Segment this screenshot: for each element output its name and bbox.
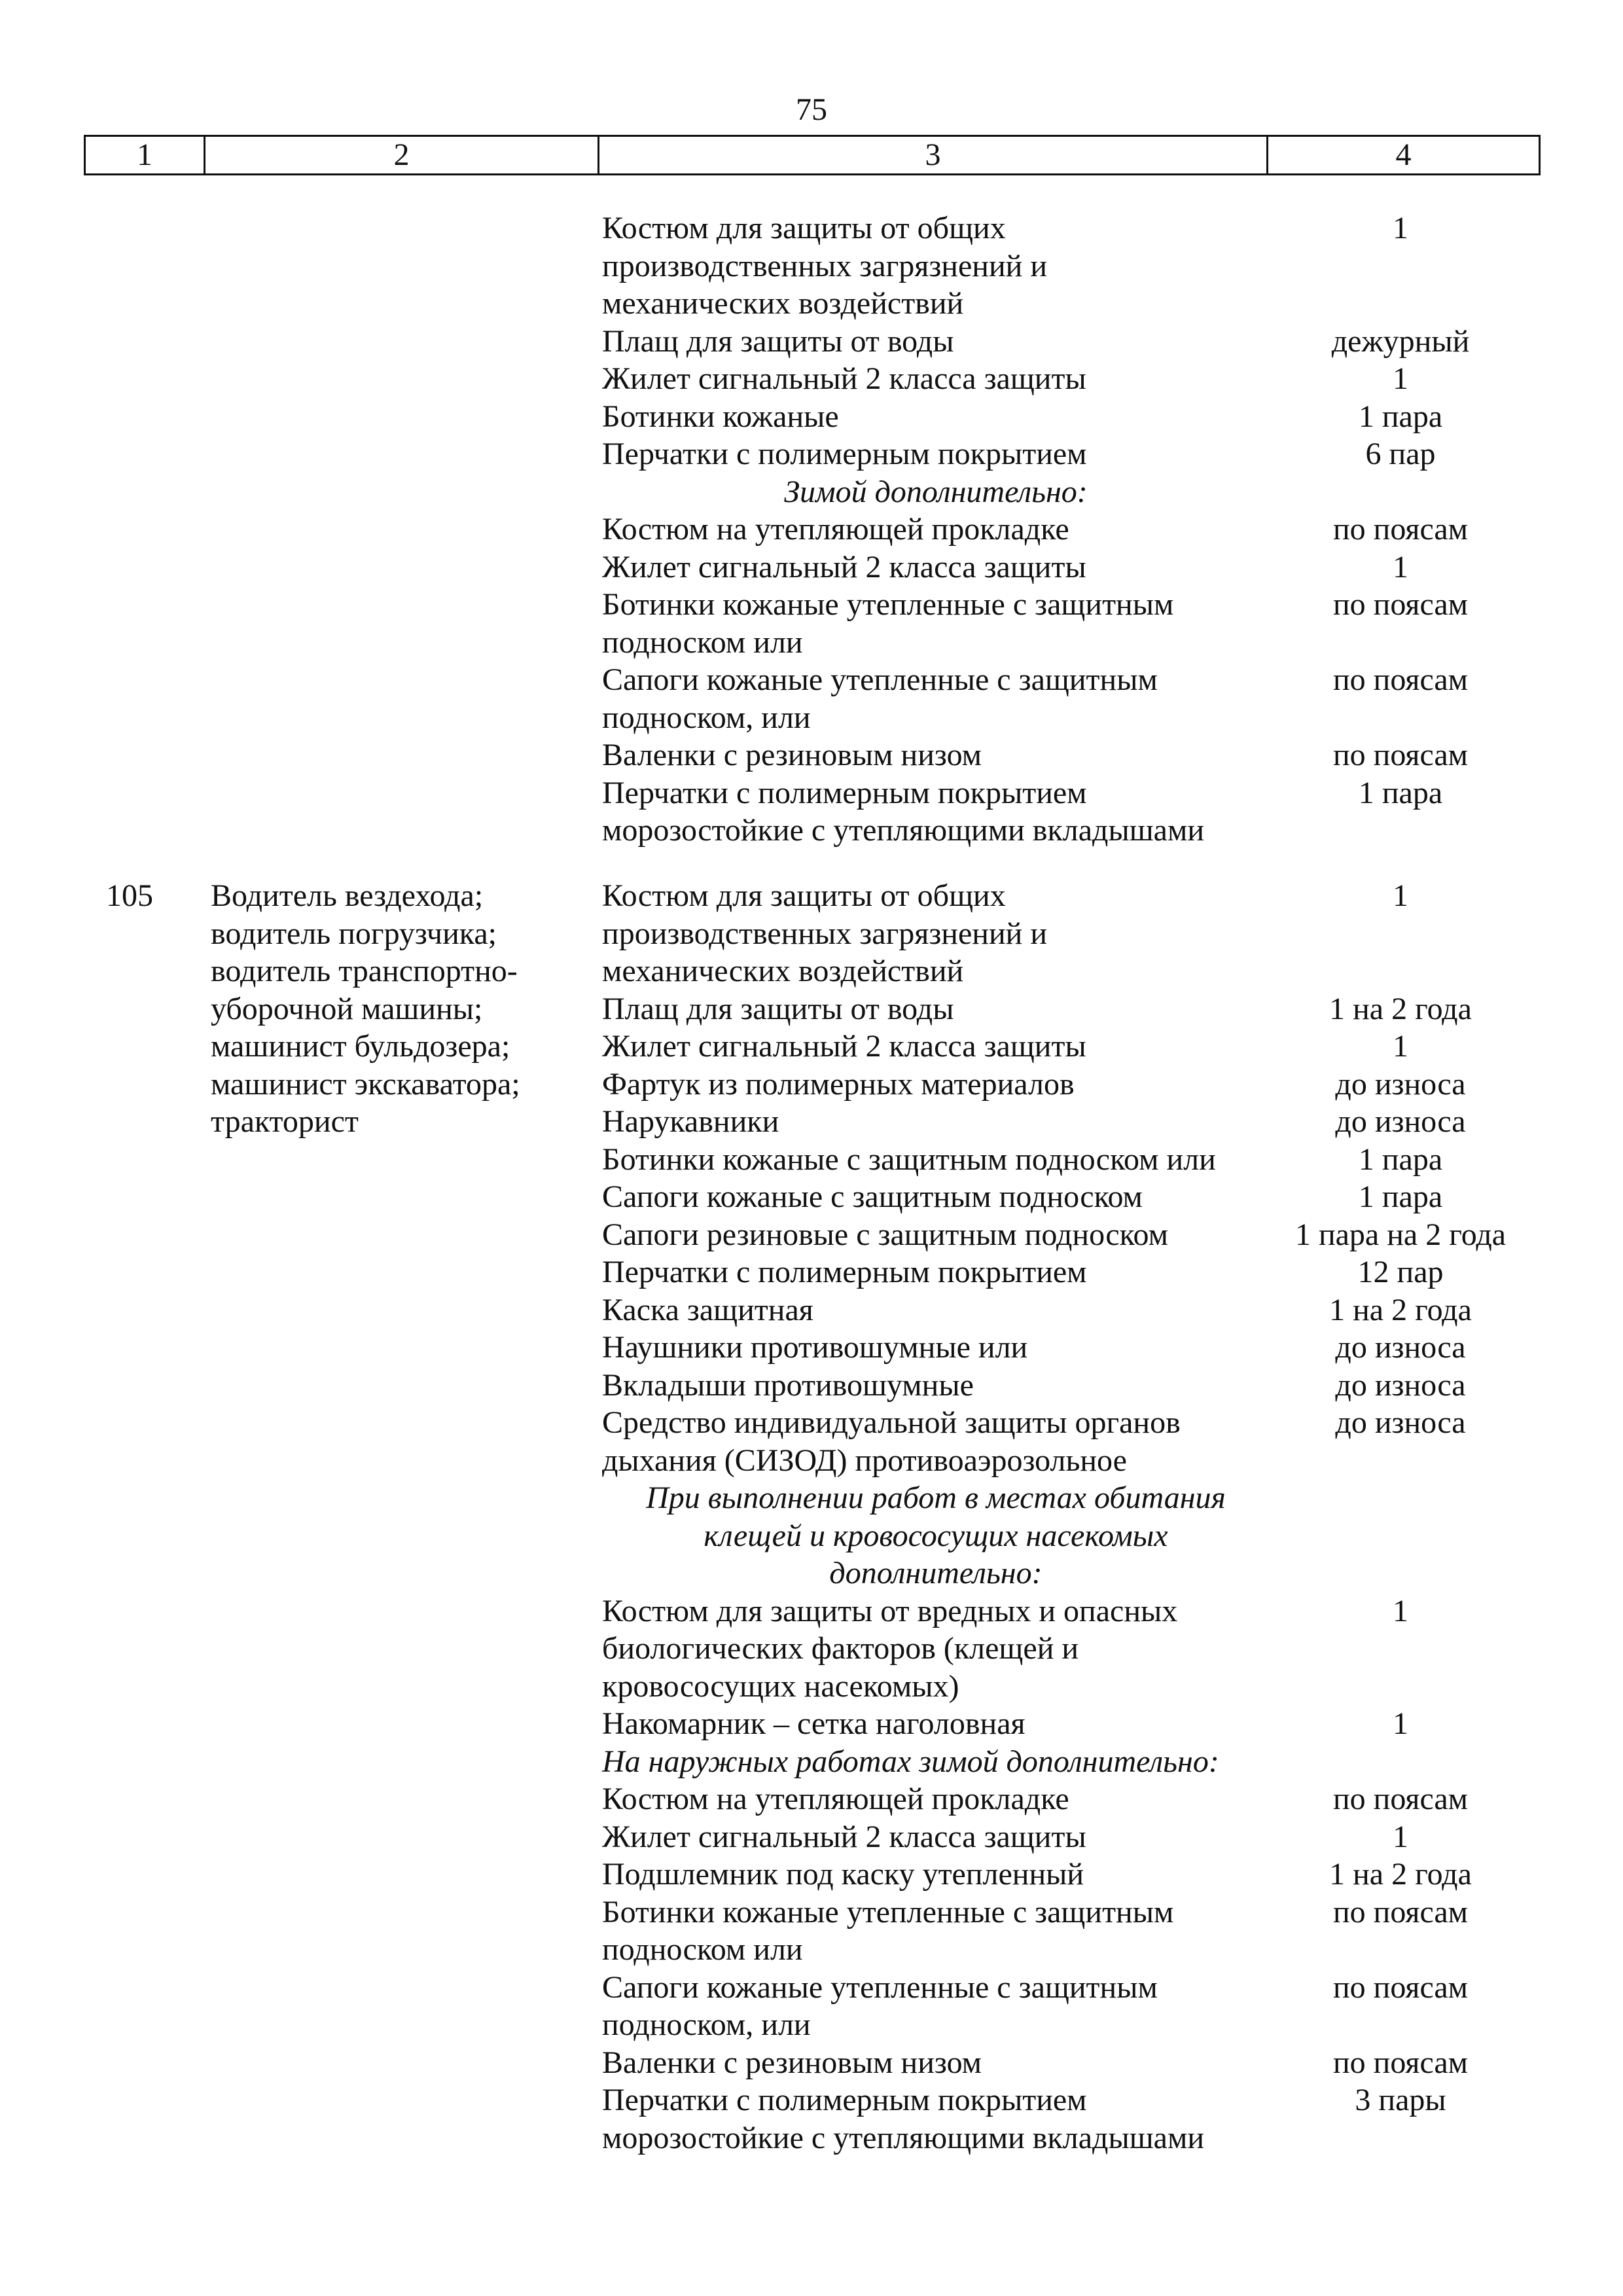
- table-row: [602, 990, 1544, 1028]
- profession-line: водитель погрузчика;: [211, 916, 497, 951]
- item-name-line: морозостойкие с утепляющими вкладышами: [602, 813, 1205, 848]
- table-row: [602, 774, 1544, 850]
- subheading-row: [602, 1479, 1544, 1592]
- item-name-line: подноском, или: [602, 700, 811, 735]
- item-quantity: 1: [1393, 549, 1408, 584]
- item-name-line: механических воздействий: [602, 286, 964, 321]
- item-name-line: Костюм на утепляющей прокладке: [602, 1782, 1069, 1816]
- table-row: [602, 2044, 1544, 2082]
- item-name: [602, 1705, 1270, 1743]
- table-row: [602, 1367, 1544, 1405]
- table-row: [602, 1253, 1544, 1291]
- item-quantity: по поясам: [1332, 587, 1469, 622]
- item-name-line: Костюм для защиты от вредных и опасных: [602, 1593, 1178, 1628]
- item-quantity: до износа: [1335, 1367, 1466, 1403]
- subheading-line: клещей и кровососущих насекомых: [704, 1518, 1168, 1553]
- item-name: [602, 1592, 1270, 1706]
- subheading-row: [602, 473, 1544, 511]
- item-name: [602, 511, 1270, 548]
- item-quantity: по поясам: [1332, 512, 1469, 547]
- table-row: [602, 1893, 1544, 1969]
- header-col-3: 3: [597, 137, 1266, 173]
- item-name-line: Костюм для защиты от общих: [602, 211, 1006, 245]
- items-list: [602, 877, 1544, 2157]
- item-quantity: по поясам: [1332, 1782, 1469, 1816]
- item-quantity: до износа: [1335, 1405, 1466, 1440]
- profession-line: машинист бульдозера;: [211, 1029, 510, 1064]
- item-quantity: 1 на 2 года: [1329, 1292, 1472, 1327]
- item-name-line: производственных загрязнений и: [602, 248, 1048, 283]
- item-name: [602, 661, 1270, 736]
- table-row: [602, 877, 1544, 990]
- item-quantity: до износа: [1335, 1066, 1466, 1102]
- table-row: [602, 586, 1544, 661]
- item-quantity: 1 пара: [1358, 1141, 1443, 1177]
- item-quantity: 1: [1393, 211, 1408, 245]
- subheading: [602, 1479, 1270, 1592]
- item-name-line: Сапоги кожаные утепленные с защитным: [602, 662, 1158, 697]
- item-quantity: по поясам: [1332, 2045, 1469, 2080]
- table-row: [602, 1404, 1544, 1479]
- item-name: [602, 1141, 1270, 1179]
- subheading: [602, 473, 1270, 511]
- item-name: [602, 1969, 1270, 2044]
- table-row: [602, 209, 1544, 323]
- item-name: [602, 2081, 1270, 2157]
- items-list: [602, 209, 1544, 850]
- subheading-line: Зимой дополнительно:: [784, 474, 1088, 509]
- item-quantity: 1 пара: [1358, 1179, 1443, 1214]
- item-name-line: Жилет сигнальный 2 класса защиты: [602, 1819, 1086, 1854]
- profession-line: уборочной машины;: [211, 991, 483, 1026]
- item-name-line: Накомарник – сетка наголовная: [602, 1706, 1026, 1741]
- item-name: [602, 774, 1270, 850]
- header-col-1: 1: [137, 137, 152, 172]
- item-name-line: Наушники противошумные или: [602, 1330, 1028, 1365]
- item-quantity: 3 пары: [1355, 2083, 1446, 2117]
- item-name: [602, 1291, 1270, 1329]
- item-name-line: Сапоги кожаные с защитным подноском: [602, 1179, 1143, 1214]
- item-quantity: 6 пар: [1365, 437, 1436, 471]
- profession-list: [211, 877, 577, 1141]
- table-row: [602, 1329, 1544, 1367]
- item-name: [602, 398, 1270, 436]
- item-quantity: до износа: [1335, 1330, 1466, 1365]
- table-row: [602, 398, 1544, 436]
- item-name-line: Костюм на утепляющей прокладке: [602, 512, 1069, 547]
- item-quantity: 1 на 2 года: [1329, 991, 1472, 1026]
- item-name: [602, 548, 1270, 586]
- table-row: [602, 1178, 1544, 1216]
- item-quantity: 1 пара: [1358, 775, 1443, 810]
- table-row: [602, 323, 1544, 361]
- subheading-line: На наружных работах зимой дополнительно:: [602, 1744, 1219, 1779]
- item-name: [602, 1856, 1270, 1893]
- item-quantity: 1 на 2 года: [1329, 1857, 1472, 1892]
- table-row: [602, 1028, 1544, 1066]
- item-quantity: 1 пара: [1358, 399, 1443, 434]
- item-name-line: Сапоги кожаные утепленные с защитным: [602, 1969, 1158, 2005]
- item-quantity: 1: [1393, 361, 1408, 396]
- item-quantity: по поясам: [1332, 738, 1469, 772]
- table-row: [602, 1856, 1544, 1893]
- item-name: [602, 1216, 1270, 1254]
- item-name-line: Перчатки с полимерным покрытием: [602, 437, 1087, 471]
- item-quantity: по поясам: [1332, 1894, 1469, 1929]
- item-name-line: Валенки с резиновым низом: [602, 738, 982, 772]
- table-row: [602, 736, 1544, 774]
- item-name: [602, 1780, 1270, 1818]
- item-name: [602, 1178, 1270, 1216]
- table-row: [602, 2081, 1544, 2157]
- table-row: [602, 661, 1544, 736]
- item-name-line: Фартук из полимерных материалов: [602, 1066, 1075, 1102]
- item-name: [602, 1066, 1270, 1103]
- table-row: [602, 1592, 1544, 1706]
- item-name-line: Жилет сигнальный 2 класса защиты: [602, 361, 1086, 396]
- item-name-line: Нарукавники: [602, 1104, 779, 1139]
- item-name-line: Перчатки с полимерным покрытием: [602, 2083, 1087, 2117]
- item-name-line: Валенки с резиновым низом: [602, 2045, 982, 2080]
- page-number: 75: [796, 92, 827, 127]
- item-name-line: подноском или: [602, 624, 803, 660]
- item-quantity: по поясам: [1332, 1969, 1469, 2005]
- item-name-line: Костюм для защиты от общих: [602, 878, 1006, 913]
- item-quantity: 12 пар: [1357, 1255, 1444, 1289]
- item-name: [602, 2044, 1270, 2082]
- item-name: [602, 1367, 1270, 1405]
- item-name: [602, 1893, 1270, 1969]
- profession-line: водитель транспортно-: [211, 954, 518, 988]
- table-row: [602, 360, 1544, 398]
- header-col-4: 4: [1266, 137, 1539, 173]
- item-name-line: Каска защитная: [602, 1292, 813, 1327]
- item-quantity: 1: [1393, 878, 1408, 913]
- item-name-line: биологических факторов (клещей и: [602, 1631, 1079, 1666]
- table-row: [602, 1705, 1544, 1743]
- item-name: [602, 360, 1270, 398]
- table-row: [602, 1103, 1544, 1141]
- item-name-line: Жилет сигнальный 2 класса защиты: [602, 1029, 1086, 1064]
- table-row: [602, 1818, 1544, 1856]
- table-row: [602, 1291, 1544, 1329]
- table-header-row: [84, 135, 1541, 175]
- item-name: [602, 990, 1270, 1028]
- item-name-line: морозостойкие с утепляющими вкладышами: [602, 2120, 1205, 2155]
- item-name: [602, 1329, 1270, 1367]
- table-row: [602, 548, 1544, 586]
- item-name: [602, 586, 1270, 661]
- profession-line: машинист экскаватора;: [211, 1066, 520, 1102]
- item-name: [602, 1103, 1270, 1141]
- item-name-line: подноском или: [602, 1932, 803, 1967]
- item-name-line: Перчатки с полимерным покрытием: [602, 1255, 1087, 1289]
- subheading-row: [602, 1743, 1544, 1781]
- item-name-line: Ботинки кожаные с защитным подноском или: [602, 1141, 1216, 1177]
- table-row: [602, 1780, 1544, 1818]
- item-name-line: производственных загрязнений и: [602, 916, 1048, 951]
- item-name-line: Подшлемник под каску утепленный: [602, 1857, 1084, 1892]
- item-name: [602, 1028, 1270, 1066]
- item-name: [602, 323, 1270, 361]
- item-quantity: дежурный: [1331, 323, 1470, 359]
- item-quantity: 1 пара на 2 года: [1294, 1217, 1507, 1252]
- table-row: [602, 511, 1544, 548]
- table-row: [602, 1216, 1544, 1254]
- item-name-line: Жилет сигнальный 2 класса защиты: [602, 549, 1086, 584]
- table-row: [602, 1141, 1544, 1179]
- row-number: 105: [106, 878, 153, 913]
- profession-line: Водитель вездехода;: [211, 878, 484, 913]
- item-name-line: Ботинки кожаные утепленные с защитным: [602, 587, 1174, 622]
- item-quantity: 1: [1393, 1593, 1408, 1628]
- item-name: [602, 209, 1270, 323]
- item-name-line: Средство индивидуальной защиты органов: [602, 1405, 1181, 1440]
- item-name-line: Вкладыши противошумные: [602, 1367, 974, 1403]
- subheading-line: дополнительно:: [829, 1556, 1043, 1590]
- subheading-line: При выполнении работ в местах обитания: [646, 1480, 1226, 1515]
- table-row: [602, 1969, 1544, 2044]
- item-name-line: Сапоги резиновые с защитным подноском: [602, 1217, 1168, 1252]
- item-name-line: Перчатки с полимерным покрытием: [602, 775, 1087, 810]
- item-name-line: механических воздействий: [602, 954, 964, 988]
- item-quantity: до износа: [1335, 1104, 1466, 1139]
- item-name: [602, 1253, 1270, 1291]
- profession-line: тракторист: [211, 1104, 359, 1139]
- item-name: [602, 877, 1270, 990]
- item-name-line: Плащ для защиты от воды: [602, 991, 954, 1026]
- subheading: [602, 1743, 1270, 1781]
- item-quantity: 1: [1393, 1706, 1408, 1741]
- item-name-line: дыхания (СИЗОД) противоаэрозольное: [602, 1443, 1127, 1478]
- item-name-line: Ботинки кожаные: [602, 399, 839, 434]
- table-row: [602, 435, 1544, 473]
- item-name: [602, 435, 1270, 473]
- item-name-line: Ботинки кожаные утепленные с защитным: [602, 1894, 1174, 1929]
- item-name: [602, 736, 1270, 774]
- header-col-2: 2: [204, 137, 597, 173]
- item-name-line: подноском, или: [602, 2007, 811, 2042]
- item-name-line: Плащ для защиты от воды: [602, 323, 954, 359]
- item-quantity: 1: [1393, 1819, 1408, 1854]
- item-name: [602, 1404, 1270, 1479]
- table-row: [602, 1066, 1544, 1103]
- item-quantity: по поясам: [1332, 662, 1469, 697]
- item-name: [602, 1818, 1270, 1856]
- item-quantity: 1: [1393, 1029, 1408, 1064]
- item-name-line: кровососущих насекомых): [602, 1668, 959, 1704]
